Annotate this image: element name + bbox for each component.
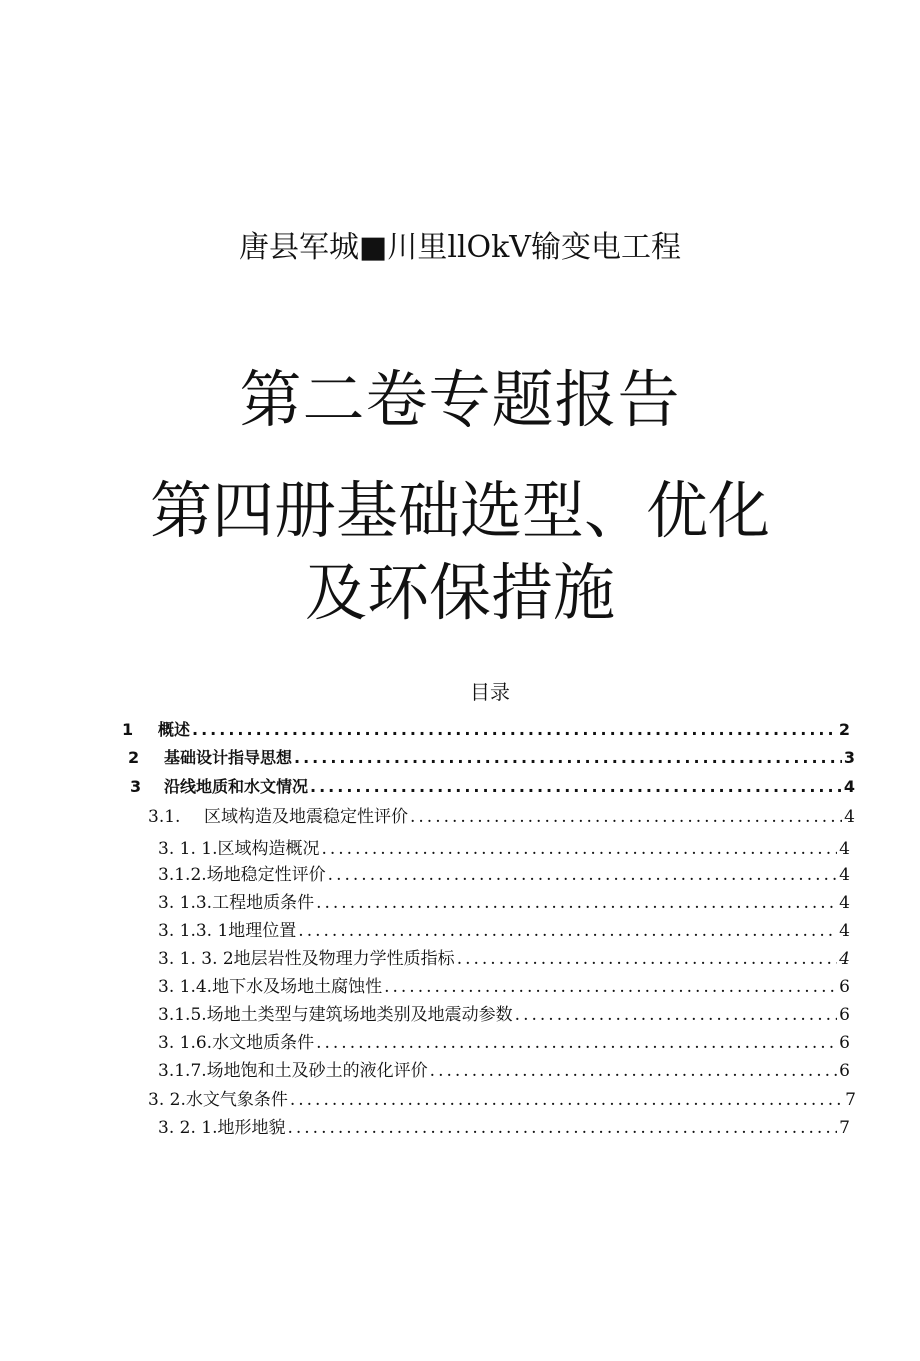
volume-title: 第二卷专题报告 bbox=[239, 363, 681, 436]
toc-entry-label: 3. 2.水文气象条件 bbox=[148, 1090, 288, 1110]
toc-entry-label: 3. 2. 1.地形地貌 bbox=[158, 1118, 286, 1138]
toc-entry-page: 4 bbox=[839, 921, 850, 941]
toc-entry-number: 3.1. bbox=[148, 807, 181, 827]
toc-entry-page: 4 bbox=[839, 839, 850, 859]
toc-entry-number: 3 bbox=[130, 777, 142, 796]
toc-entry-leader bbox=[321, 839, 837, 859]
toc-entry-label: 3.1.7.场地饱和土及砂土的液化评价 bbox=[158, 1061, 428, 1081]
toc-entry[interactable] bbox=[158, 916, 850, 942]
toc-entry-label: 3.1.2.场地稳定性评价 bbox=[158, 865, 326, 885]
toc-entry-label: 基础设计指导思想 bbox=[164, 748, 293, 767]
toc-entry-page: 4 bbox=[839, 893, 850, 913]
toc-entry-number: 2 bbox=[128, 748, 140, 767]
toc-entry-leader bbox=[384, 977, 837, 997]
toc-entry-leader bbox=[298, 921, 837, 941]
toc-entry[interactable] bbox=[158, 860, 850, 886]
toc-entry-leader bbox=[410, 807, 842, 827]
book-title bbox=[0, 470, 920, 634]
toc-entry-leader bbox=[310, 777, 842, 796]
toc-entry-label: 3.1.5.场地土类型与建筑场地类别及地震动参数 bbox=[158, 1005, 513, 1025]
toc-entry-label: 区域构造及地震稳定性评价 bbox=[204, 807, 408, 827]
toc-entry-page: 2 bbox=[838, 720, 850, 739]
toc-entry-leader bbox=[287, 1118, 837, 1138]
toc-entry-leader bbox=[430, 1061, 838, 1081]
toc-entry[interactable] bbox=[158, 1000, 850, 1026]
toc-entry-label: 3. 1.3. 1地理位置 bbox=[158, 921, 297, 941]
toc-entry-leader bbox=[515, 1005, 838, 1025]
toc-entry[interactable] bbox=[158, 1056, 850, 1082]
toc-entry[interactable] bbox=[158, 944, 850, 970]
toc-entry-page: 7 bbox=[839, 1118, 850, 1138]
book-title-line2: 及环保措施 bbox=[304, 556, 615, 629]
book-title-line1: 第四册基础选型、优化 bbox=[149, 474, 770, 547]
toc-entry-page: 4 bbox=[843, 777, 855, 796]
toc-entry-label: 3. 1.4.地下水及场地土腐蚀性 bbox=[158, 977, 383, 997]
toc-entry-page: 6 bbox=[839, 1033, 850, 1053]
toc-entry-leader bbox=[457, 949, 837, 969]
toc-entry-leader bbox=[316, 893, 837, 913]
toc-entry[interactable] bbox=[128, 745, 855, 771]
toc-entry-page: 6 bbox=[839, 1061, 850, 1081]
toc-entry-page: 4 bbox=[844, 807, 855, 827]
toc-entry-number: 1 bbox=[122, 720, 134, 739]
toc-entry-label: 3. 1. 1.区域构造概况 bbox=[158, 839, 320, 859]
toc-entry-leader bbox=[316, 1033, 837, 1053]
toc-entry[interactable] bbox=[158, 1028, 850, 1054]
toc-entry-page: 7 bbox=[845, 1090, 856, 1110]
toc-entry-label: 沿线地质和水文情况 bbox=[164, 777, 309, 796]
toc-entry-leader bbox=[192, 720, 837, 739]
toc-entry[interactable] bbox=[158, 972, 850, 998]
toc-entry-page: 4 bbox=[839, 949, 850, 969]
project-title: 唐县军城■川里llOkV输变电工程 bbox=[239, 230, 681, 265]
toc-entry-label: 3. 1. 3. 2地层岩性及物理力学性质指标 bbox=[158, 949, 455, 969]
toc-entry[interactable] bbox=[158, 888, 850, 914]
toc-entry-label: 3. 1.6.水文地质条件 bbox=[158, 1033, 315, 1053]
toc-entry[interactable] bbox=[148, 802, 855, 828]
toc-entry-label: 3. 1.3.工程地质条件 bbox=[158, 893, 315, 913]
toc-entry-leader bbox=[290, 1090, 843, 1110]
toc-entry-page: 6 bbox=[839, 1005, 850, 1025]
toc-title: 目录 bbox=[470, 680, 510, 704]
toc-entry[interactable] bbox=[130, 774, 855, 800]
toc-entry-page: 4 bbox=[839, 865, 850, 885]
toc-entry-page: 3 bbox=[843, 748, 855, 767]
toc-entry[interactable] bbox=[158, 834, 850, 860]
toc-entry-leader bbox=[328, 865, 838, 885]
toc-entry-leader bbox=[294, 748, 842, 767]
toc-entry-label: 概述 bbox=[158, 720, 191, 739]
toc-entry[interactable] bbox=[148, 1085, 856, 1111]
toc-entry[interactable] bbox=[158, 1113, 850, 1139]
toc-entry[interactable] bbox=[122, 717, 850, 743]
toc-entry-page: 6 bbox=[839, 977, 850, 997]
